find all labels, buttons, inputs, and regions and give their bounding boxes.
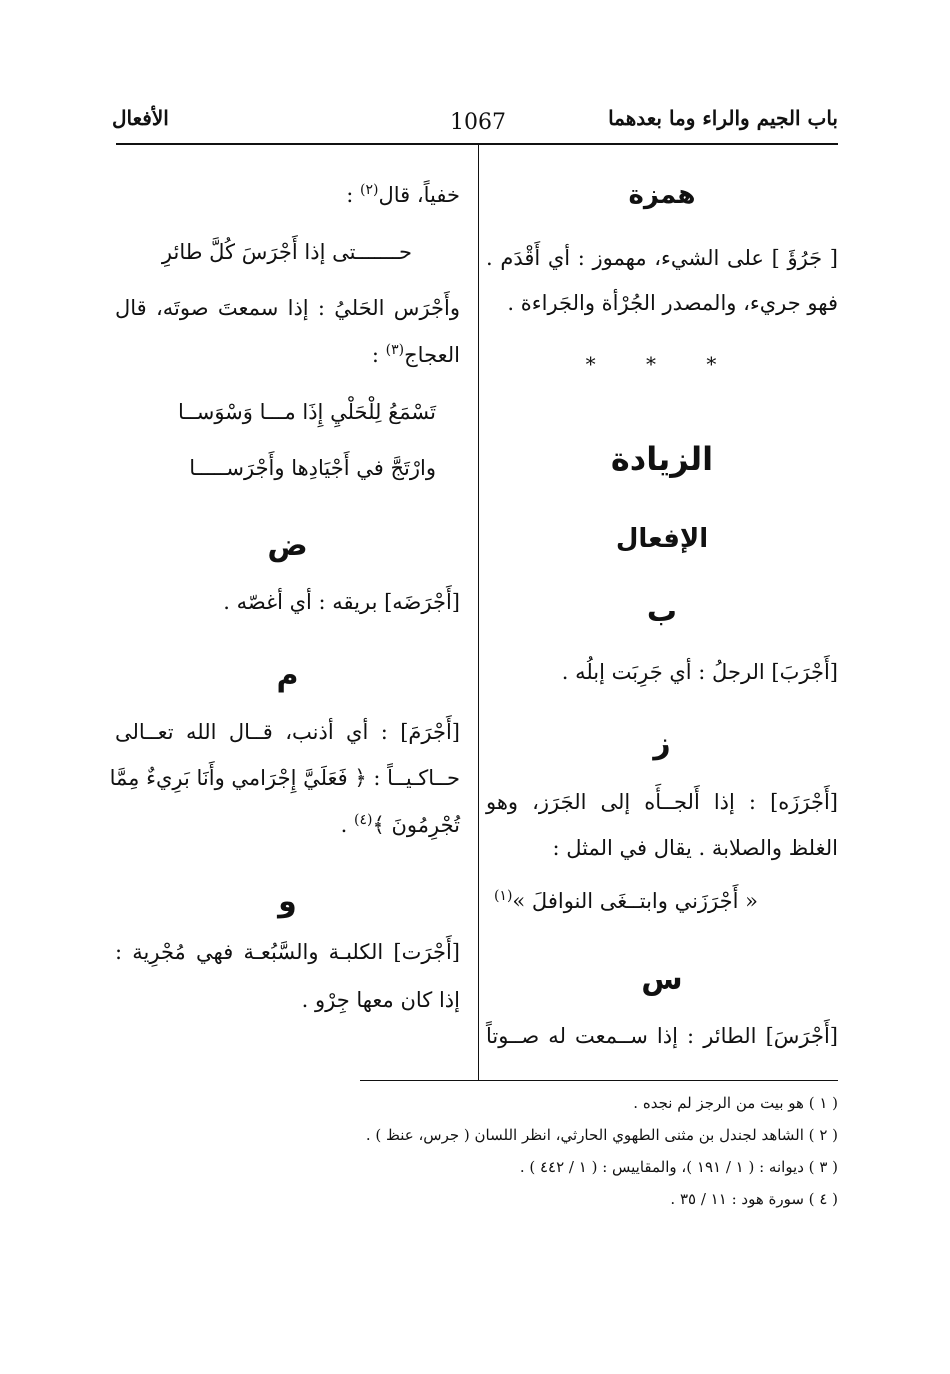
proverb-text: « أَجْرَزَني وابتــغَى النوافلَ » xyxy=(512,889,758,913)
footnote-1: ( ١ ) هو بيت من الرجز لم نجده . xyxy=(633,1094,838,1112)
running-header-right: باب الجيم والراء وما بعدهما xyxy=(608,106,838,130)
entry-ajrama-line1: [أَجْرَمَ] : أي أذنب، قــال الله تعــالى xyxy=(115,720,460,744)
letter-heading-dad: ض xyxy=(267,528,308,563)
entry-ajrazahu-line2: الغلظ والصلابة . يقال في المثل : xyxy=(552,836,838,860)
footnote-rule xyxy=(360,1080,838,1081)
proverb-line xyxy=(494,888,758,914)
letter-heading-mim: م xyxy=(276,658,299,693)
footnote-4: ( ٤ ) سورة هود : ١١ / ٣٥ . xyxy=(670,1190,838,1208)
cont-colon: : xyxy=(346,183,354,207)
entry-ajradahu: [أَجْرَضَه] بريقه : أي أغصّه . xyxy=(223,590,460,614)
letter-heading-waw: و xyxy=(278,884,297,919)
letter-heading-sin: س xyxy=(641,962,683,997)
entry-ajrasa-cont xyxy=(346,182,460,208)
ajjaj-name: العجاج xyxy=(404,343,460,367)
entry-ajraba: [أَجْرَبَ] الرجلُ : أي جَرِبَت إبلُه . xyxy=(561,660,838,684)
footnote-3: ( ٣ ) ديوانه : ( ١ / ١٩١ )، والمقاييس : ( ١ / ٤٤٢ ) . xyxy=(519,1158,838,1176)
footnote-ref-4: (٤) xyxy=(354,812,373,828)
letter-heading-ba: ب xyxy=(646,594,678,629)
verse-2: تَسْمَعُ لِلْحَلْيِ إِذَا مـــا وَسْوَســا xyxy=(178,400,436,424)
section-separator-stars: * * * xyxy=(585,352,739,376)
header-rule xyxy=(116,143,838,145)
quran-end: تُجْرِمُونَ ﴾ xyxy=(372,813,460,837)
quran-period: . xyxy=(340,813,348,837)
footnote-ref-3: (٣) xyxy=(385,342,405,358)
entry-ajrat-line2: إذا كان معها جِرْو . xyxy=(301,988,460,1012)
entry-jarua-line1: [ جَرُؤَ ] على الشيء، مهموز : أي أَقْدَم . xyxy=(486,246,838,270)
section-heading-hamza: همزة xyxy=(628,180,696,210)
entry-ajrazahu-line1: [أَجْرَزَه] : إذا أَلجــأَه إلى الجَرَز، وهو xyxy=(486,790,838,814)
column-divider xyxy=(478,145,479,1080)
entry-ajrasa-line1: [أَجْرَسَ] الطائر : إذا ســمعت له صــوتاً xyxy=(486,1024,838,1048)
verse-1: حـــــــتى إذا أَجْرَسَ كُلَّ طائرِ xyxy=(161,240,412,264)
section-heading-ifaal: الإفعال xyxy=(615,524,709,554)
page-number: 1067 xyxy=(450,110,506,135)
verse-3: وارْتَجَّ في أَجْيَادِها وأَجْرَســـــا xyxy=(189,456,436,480)
letter-heading-zay: ز xyxy=(653,726,671,761)
entry-ajrama-line3 xyxy=(341,812,460,838)
entry-ajrat-line1: [أَجْرَت] الكلبـة والسَّبُعـة فهي مُجْرِية : xyxy=(115,940,460,964)
entry-ajrama-line2: حــاكـيــاً : ﴿ فَعَلَيَّ إِجْرَامي وأَنَا بَرِيءٌ مِمَّا xyxy=(109,766,460,790)
footnote-ref-1: (١) xyxy=(493,888,513,904)
running-header-left: الأفعال xyxy=(112,106,169,130)
ajjaj-colon: : xyxy=(371,343,379,367)
footnote-2: ( ٢ ) الشاهد لجندل بن مثنى الطهوي الحارثي، انظر اللسان ( جرس، عنظ ) . xyxy=(365,1126,838,1144)
entry-ajrasa-huli-line2 xyxy=(372,342,460,368)
entry-jarua-line2: فهو جريء، والمصدر الجُرْأة والجَراءة . xyxy=(507,291,838,315)
cont-text: خفياً، قال xyxy=(378,183,460,207)
footnote-ref-2: (٢) xyxy=(360,182,379,198)
section-heading-ziyada: الزيادة xyxy=(610,440,714,478)
entry-ajrasa-huli-line1: وأَجْرَس الحَليُ : إذا سمعتَ صوتَه، قال xyxy=(115,296,460,320)
